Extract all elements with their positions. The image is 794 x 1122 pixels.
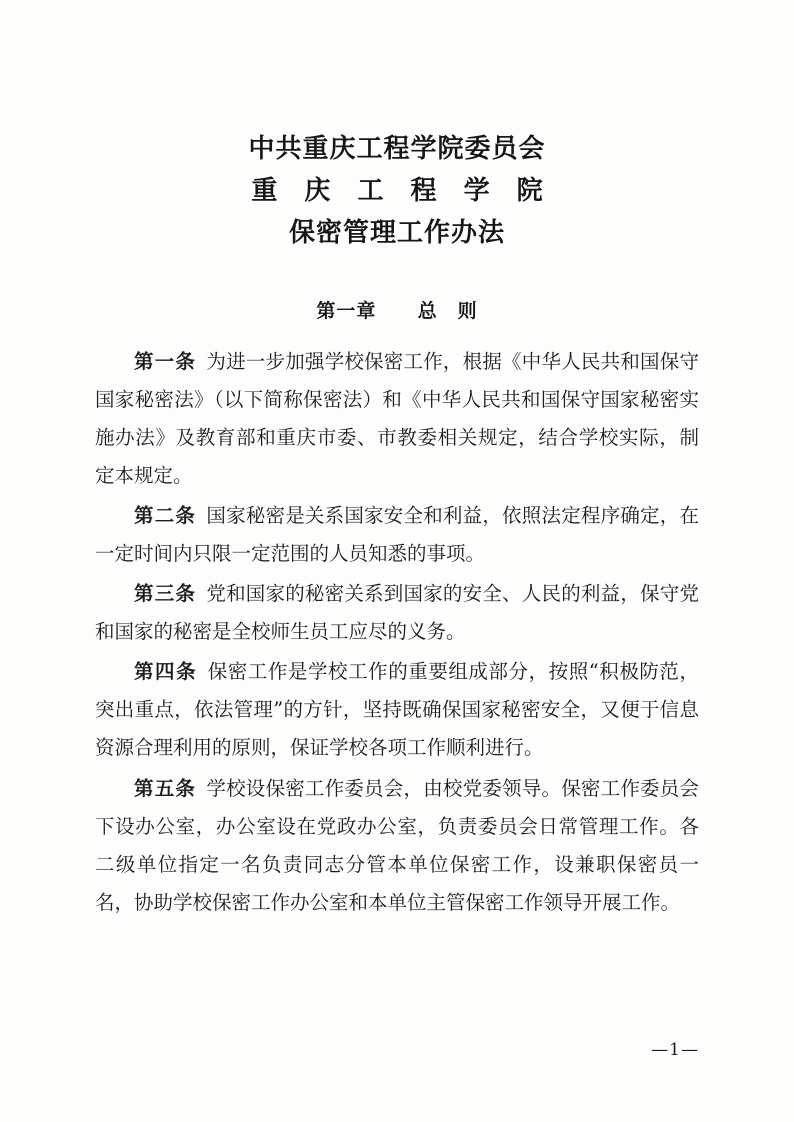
title-line-1: 中共重庆工程学院委员会 [248,134,546,164]
article-paragraph [95,343,699,495]
title-line-3: 保密管理工作办法 [288,218,505,249]
document-title [95,128,699,254]
article-paragraph [95,497,699,573]
article-label: 第四条 [134,660,198,684]
article-text: 国家秘密是关系国家安全和利益，依照法定程序确定，在一定时间内只限一定范围的人员知悉的事项。 [95,504,699,566]
article-paragraph [95,653,699,767]
article-text: 党和国家的秘密关系到国家的安全、人民的利益，保守党和国家的秘密是全校师生员工应尽的义务。 [95,582,699,644]
chapter-heading [95,296,699,323]
article-paragraph [95,770,699,922]
title-line-2: 重 庆 工 程 学 院 [251,176,552,207]
article-paragraph [95,575,699,651]
chapter-number: 第一章 [316,300,377,323]
article-label: 第二条 [134,504,197,528]
chapter-name: 总 则 [417,300,478,323]
article-label: 第三条 [134,582,197,606]
article-text: 保密工作是学校工作的重要组成部分，按照“积极防范，突出重点，依法管理”的方针，坚持既确保国家秘密安全，又便于信息资源合理利用的原则，保证学校各项工作顺利进行。 [95,660,699,760]
article-text: 为进一步加强学校保密工作，根据《中华人民共和国保守国家秘密法》（以下简称保密法）和《中华人民共和国保守国家秘密实施办法》及教育部和重庆市委、市教委相关规定，结合学校实际，制定本规定。 [95,350,699,488]
page-number: —1— [651,1040,699,1060]
article-text: 学校设保密工作委员会，由校党委领导。保密工作委员会下设办公室，办公室设在党政办公室，负责委员会日常管理工作。各二级单位指定一名负责同志分管本单位保密工作，设兼职保密员一名，协助学校保密工作办公室和本单位主管保密工作领导开展工作。 [95,776,699,914]
article-label: 第五条 [134,776,197,800]
article-label: 第一条 [134,350,197,374]
